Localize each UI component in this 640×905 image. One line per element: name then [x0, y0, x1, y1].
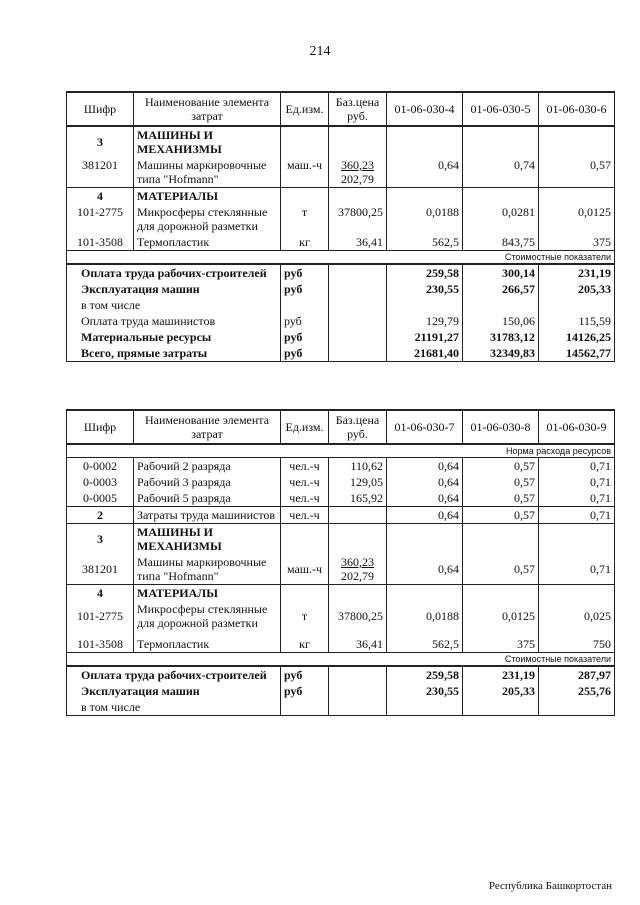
price-bottom: 202,79: [341, 569, 374, 583]
summary-value: 129,79: [387, 313, 463, 329]
summary-label: Оплата труда рабочих-строителей: [67, 264, 281, 281]
summary-row: [67, 666, 615, 683]
summary-label: Эксплуатация машин: [67, 683, 281, 699]
table-row: [67, 234, 615, 251]
table-row: [67, 204, 615, 234]
summary-row: [67, 297, 615, 313]
row-value: 0,64: [387, 458, 463, 475]
row-code: 101-2775: [67, 204, 134, 234]
row-name: Микросферы стеклянные для дорожной разметки: [134, 601, 281, 631]
cost-indicators-label: Стоимостные показатели: [67, 653, 615, 667]
summary-row: [67, 699, 615, 716]
row-name: Термопластик: [134, 234, 281, 251]
header-col-b: 01-06-030-8: [463, 410, 539, 444]
row-unit: маш.-ч: [281, 554, 329, 585]
table-row: [67, 601, 615, 631]
summary-unit: руб: [281, 683, 329, 699]
row-code: 101-2775: [67, 601, 134, 631]
summary-value: 255,76: [539, 683, 615, 699]
row-value: 0,0281: [463, 204, 539, 234]
summary-unit: руб: [281, 329, 329, 345]
summary-value: 205,33: [463, 683, 539, 699]
summary-value: 31783,12: [463, 329, 539, 345]
section-code: 3: [67, 524, 134, 555]
row-value: 0,025: [539, 601, 615, 631]
summary-label: Оплата труда машинистов: [67, 313, 281, 329]
row-name: Затраты труда машинистов: [134, 507, 281, 524]
table-row: [67, 554, 615, 585]
section-title: МАШИНЫ И МЕХАНИЗМЫ: [134, 126, 281, 157]
table-row: [67, 157, 615, 188]
header-col-a: 01-06-030-7: [387, 410, 463, 444]
row-value: 0,57: [539, 157, 615, 188]
section-title: МАШИНЫ И МЕХАНИЗМЫ: [134, 524, 281, 555]
cost-indicators-row: [67, 653, 615, 667]
row-value: 0,71: [539, 474, 615, 490]
row-value: 0,71: [539, 507, 615, 524]
price-bottom: 202,79: [341, 172, 374, 186]
row-code: 381201: [67, 157, 134, 188]
section-row: [67, 126, 615, 157]
table-row: [67, 458, 615, 475]
row-price: 36,41: [329, 631, 387, 653]
summary-label: Оплата труда рабочих-строителей: [67, 666, 281, 683]
row-value: 562,5: [387, 631, 463, 653]
row-code: 381201: [67, 554, 134, 585]
summary-label: Эксплуатация машин: [67, 281, 281, 297]
row-value: 0,57: [463, 507, 539, 524]
row-name: Машины маркировочные типа "Hofmann": [134, 554, 281, 585]
resource-table-2: [66, 409, 615, 716]
row-value: 0,57: [463, 490, 539, 507]
row-code: 101-3508: [67, 234, 134, 251]
row-price: 110,62: [329, 458, 387, 475]
summary-value: 21681,40: [387, 345, 463, 362]
row-value: 0,0188: [387, 204, 463, 234]
cost-indicators-row: [67, 251, 615, 265]
header-code: Шифр: [67, 92, 134, 126]
row-unit: чел.-ч: [281, 490, 329, 507]
section-row: [67, 188, 615, 205]
row-value: 750: [539, 631, 615, 653]
norm-label: Норма расхода ресурсов: [67, 444, 615, 458]
header-name: Наименование элемента затрат: [134, 92, 281, 126]
summary-row: [67, 281, 615, 297]
resource-table-1: [66, 91, 615, 362]
table-header-row: [67, 410, 615, 444]
row-value: 0,57: [463, 458, 539, 475]
section-code: 4: [67, 585, 134, 602]
row-price: 37800,25: [329, 601, 387, 631]
row-name: Рабочий 3 разряда: [134, 474, 281, 490]
summary-unit: руб: [281, 345, 329, 362]
row-value: 0,0188: [387, 601, 463, 631]
section-title: МАТЕРИАЛЫ: [134, 188, 281, 205]
row-name: Рабочий 5 разряда: [134, 490, 281, 507]
summary-value: 14562,77: [539, 345, 615, 362]
summary-value: 230,55: [387, 683, 463, 699]
row-price: 165,92: [329, 490, 387, 507]
header-unit: Ед.изм.: [281, 410, 329, 444]
header-col-c: 01-06-030-6: [539, 92, 615, 126]
row-code: 2: [67, 507, 134, 524]
summary-unit: руб: [281, 281, 329, 297]
norm-row: [67, 444, 615, 458]
summary-label: в том числе: [67, 297, 281, 313]
table-row: [67, 490, 615, 507]
row-code: 101-3508: [67, 631, 134, 653]
summary-row: [67, 313, 615, 329]
row-unit: чел.-ч: [281, 474, 329, 490]
row-value: 0,64: [387, 554, 463, 585]
header-name: Наименование элемента затрат: [134, 410, 281, 444]
row-price: [329, 554, 387, 585]
row-code: 0-0005: [67, 490, 134, 507]
section-title: МАТЕРИАЛЫ: [134, 585, 281, 602]
row-value: 0,57: [463, 554, 539, 585]
summary-unit: руб: [281, 264, 329, 281]
row-price: 37800,25: [329, 204, 387, 234]
summary-value: 205,33: [539, 281, 615, 297]
table-row: [67, 507, 615, 524]
summary-unit: руб: [281, 666, 329, 683]
summary-value: 259,58: [387, 666, 463, 683]
summary-value: 231,19: [463, 666, 539, 683]
summary-label: Всего, прямые затраты: [67, 345, 281, 362]
summary-value: 115,59: [539, 313, 615, 329]
summary-value: 14126,25: [539, 329, 615, 345]
summary-value: 150,06: [463, 313, 539, 329]
row-value: 0,64: [387, 157, 463, 188]
row-value: 0,64: [387, 490, 463, 507]
header-price: Баз.цена руб.: [329, 410, 387, 444]
footer-region: Республика Башкортостан: [488, 880, 612, 892]
row-value: 0,57: [463, 474, 539, 490]
summary-value: 21191,27: [387, 329, 463, 345]
summary-value: 287,97: [539, 666, 615, 683]
row-unit: кг: [281, 631, 329, 653]
row-unit: чел.-ч: [281, 507, 329, 524]
table-row: [67, 474, 615, 490]
cost-indicators-label: Стоимостные показатели: [67, 251, 615, 265]
header-col-c: 01-06-030-9: [539, 410, 615, 444]
table-header-row: [67, 92, 615, 126]
row-value: 0,64: [387, 474, 463, 490]
row-name: Микросферы стеклянные для дорожной разметки: [134, 204, 281, 234]
row-name: Рабочий 2 разряда: [134, 458, 281, 475]
page-number: 214: [309, 44, 331, 59]
row-value: 375: [463, 631, 539, 653]
row-price: 129,05: [329, 474, 387, 490]
summary-value: 266,57: [463, 281, 539, 297]
summary-row: [67, 345, 615, 362]
row-value: 0,71: [539, 554, 615, 585]
row-name: Машины маркировочные типа "Hofmann": [134, 157, 281, 188]
row-value: 0,71: [539, 458, 615, 475]
row-unit: т: [281, 204, 329, 234]
row-price: 36,41: [329, 234, 387, 251]
section-code: 4: [67, 188, 134, 205]
row-code: 0-0002: [67, 458, 134, 475]
table-row: [67, 631, 615, 653]
summary-value: 32349,83: [463, 345, 539, 362]
row-value: 375: [539, 234, 615, 251]
price-top: 360,23: [341, 158, 374, 172]
section-row: [67, 585, 615, 602]
header-code: Шифр: [67, 410, 134, 444]
row-unit: кг: [281, 234, 329, 251]
section-code: 3: [67, 126, 134, 157]
row-unit: маш.-ч: [281, 157, 329, 188]
summary-value: 230,55: [387, 281, 463, 297]
row-value: 843,75: [463, 234, 539, 251]
row-value: 0,71: [539, 490, 615, 507]
header-unit: Ед.изм.: [281, 92, 329, 126]
summary-row: [67, 329, 615, 345]
header-col-a: 01-06-030-4: [387, 92, 463, 126]
row-value: 0,64: [387, 507, 463, 524]
summary-label: в том числе: [67, 699, 281, 716]
section-row: [67, 524, 615, 555]
summary-label: Материальные ресурсы: [67, 329, 281, 345]
row-name: Термопластик: [134, 631, 281, 653]
row-code: 0-0003: [67, 474, 134, 490]
row-value: 562,5: [387, 234, 463, 251]
row-unit: чел.-ч: [281, 458, 329, 475]
summary-unit: руб: [281, 313, 329, 329]
row-price: [329, 157, 387, 188]
summary-row: [67, 683, 615, 699]
row-unit: т: [281, 601, 329, 631]
summary-row: [67, 264, 615, 281]
summary-value: 259,58: [387, 264, 463, 281]
header-col-b: 01-06-030-5: [463, 92, 539, 126]
row-value: 0,0125: [539, 204, 615, 234]
summary-value: 300,14: [463, 264, 539, 281]
summary-value: 231,19: [539, 264, 615, 281]
price-top: 360,23: [341, 555, 374, 569]
row-value: 0,74: [463, 157, 539, 188]
header-price: Баз.цена руб.: [329, 92, 387, 126]
row-value: 0,0125: [463, 601, 539, 631]
